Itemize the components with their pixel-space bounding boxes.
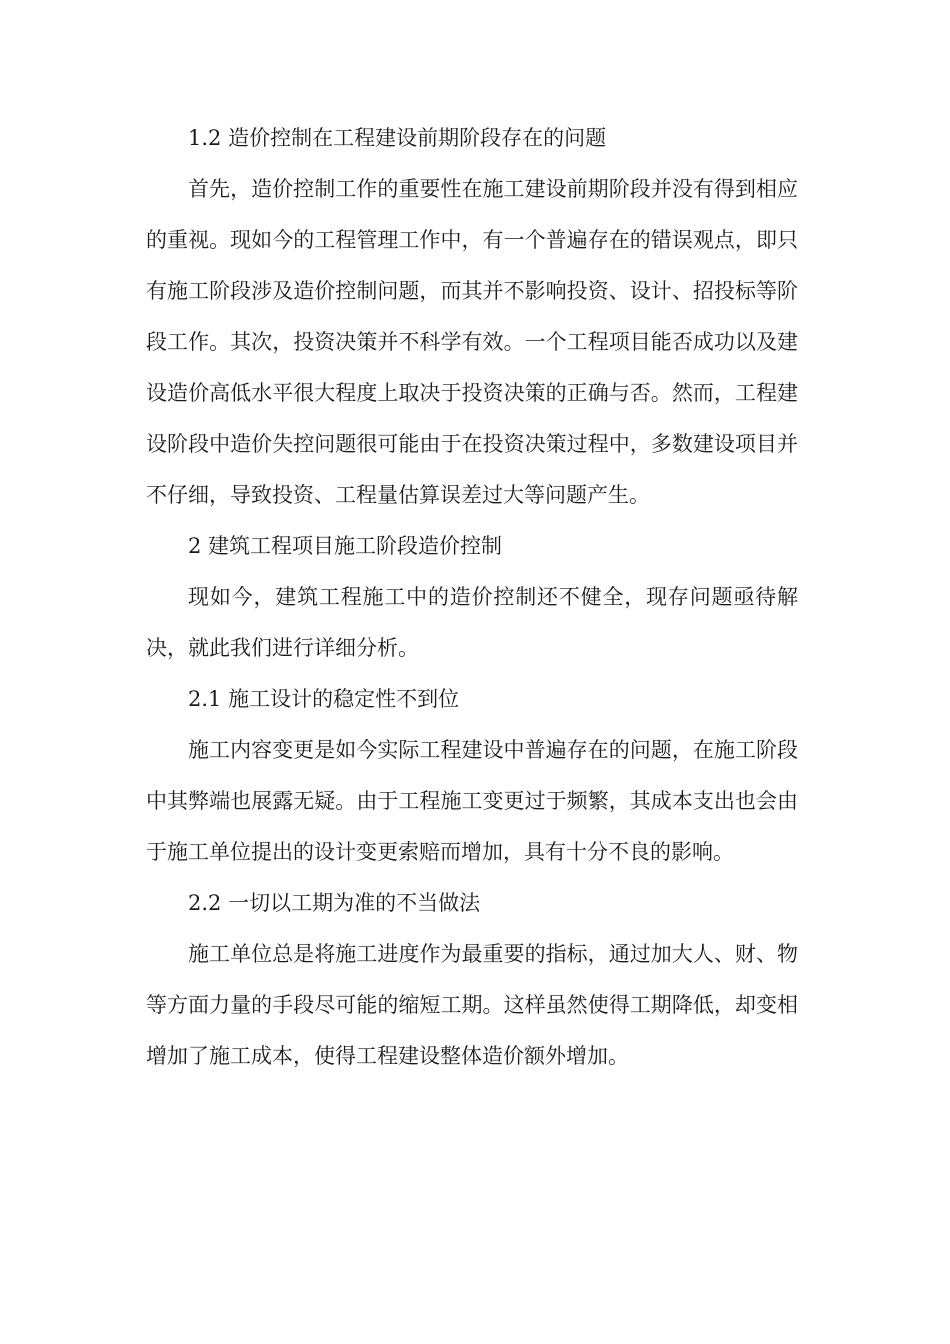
paragraph-construction-intro: 现如今，建筑工程施工中的造价控制还不健全，现存问题亟待解决，就此我们进行详细分析。 <box>146 585 798 660</box>
section-heading-2: 2 建筑工程项目施工阶段造价控制 <box>188 534 503 558</box>
paragraph-design-stability: 施工内容变更是如今实际工程建设中普遍存在的问题，在施工阶段中其弊端也展露无疑。由于工程施工变更过于频繁，其成本支出也会由于施工单位提出的设计变更索赔而增加，具有十分不良的影响。 <box>146 738 798 864</box>
paragraph-pre-construction: 首先，造价控制工作的重要性在施工建设前期阶段并没有得到相应的重视。现如今的工程管理工作中，有一个普遍存在的错误观点，即只有施工阶段涉及造价控制问题，而其并不影响投资、设计、招投标等阶段工作。其次，投资决策并不科学有效。一个工程项目能否成功以及建设造价高低水平很大程度上取决于投资决策的正确与否。然而，工程建设阶段中造价失控问题很可能由于在投资决策过程中，多数建设项目并不仔细，导致投资、工程量估算误差过大等问题产生。 <box>146 177 798 507</box>
section-heading-2-2: 2.2 一切以工期为准的不当做法 <box>188 891 481 915</box>
section-heading-2-1: 2.1 施工设计的稳定性不到位 <box>188 687 460 711</box>
document-page <box>146 113 798 1082</box>
section-heading-1-2: 1.2 造价控制在工程建设前期阶段存在的问题 <box>188 126 607 150</box>
paragraph-schedule-priority: 施工单位总是将施工进度作为最重要的指标，通过加大人、财、物等方面力量的手段尽可能的缩短工期。这样虽然使得工期降低，却变相增加了施工成本，使得工程建设整体造价额外增加。 <box>146 942 798 1068</box>
